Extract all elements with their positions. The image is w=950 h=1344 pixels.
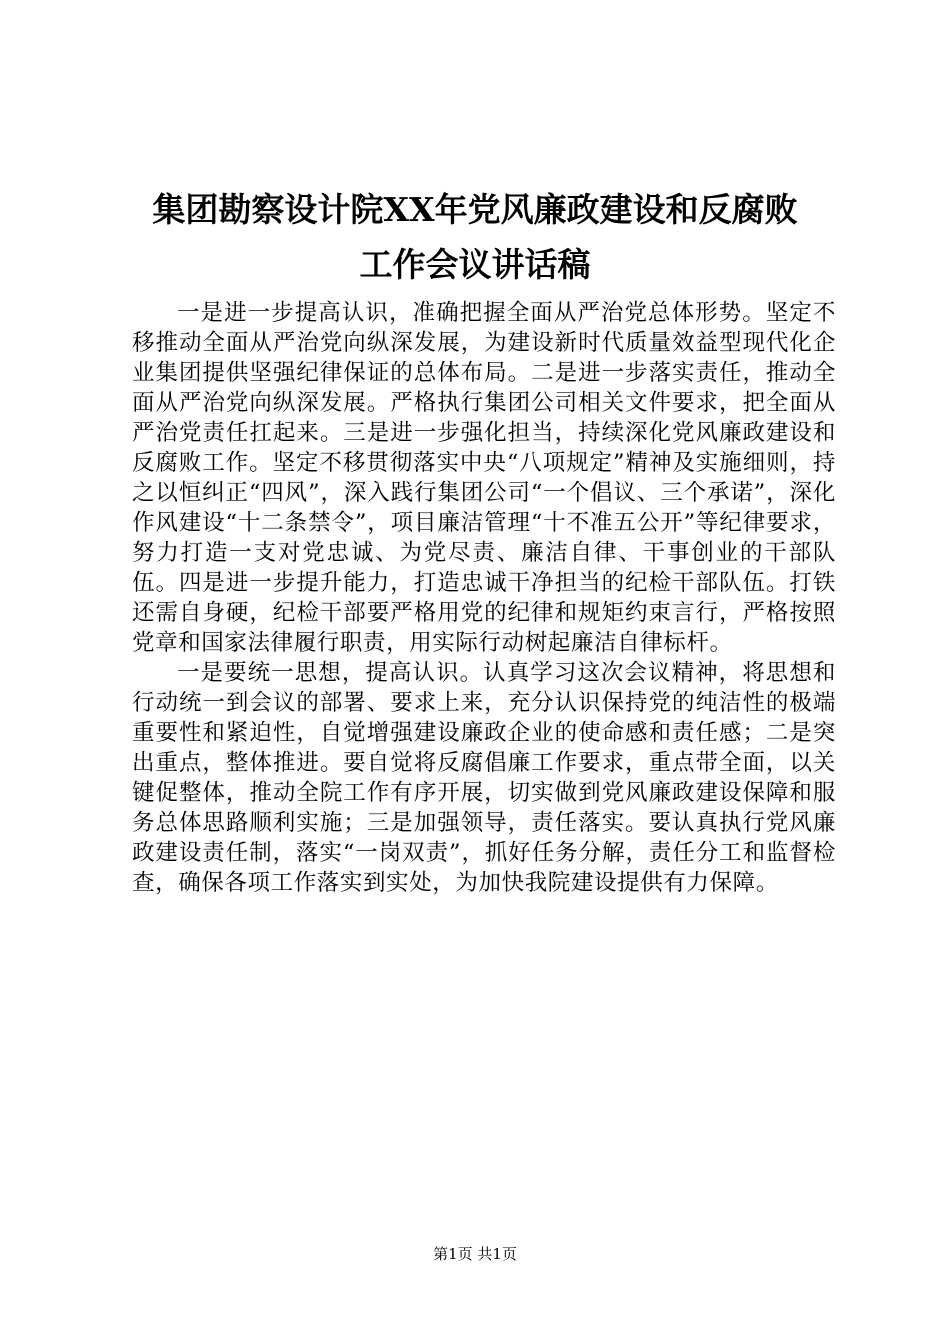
page-number-footer: 第1页 共1页 <box>433 1245 517 1263</box>
document-body <box>132 298 836 898</box>
body-paragraph-2: 一是要统一思想，提高认识。认真学习这次会议精神，将思想和行动统一到会议的部署、要求上来，充分认识保持党的纯洁性的极端重要性和紧迫性，自觉增强建设廉政企业的使命感和责任感；二是突出重点，整体推进。要自觉将反腐倡廉工作要求，重点带全面，以关键促整体，推动全院工作有序开展，切实做到党风廉政建设保障和服务总体思路顺利实施；三是加强领导，责任落实。要认真执行党风廉政建设责任制，落实“一岗双责”，抓好任务分解，责任分工和监督检查，确保各项工作落实到实处，为加快我院建设提供有力保障。 <box>132 660 836 896</box>
body-paragraph-1: 一是进一步提高认识，准确把握全面从严治党总体形势。坚定不移推动全面从严治党向纵深发展，为建设新时代质量效益型现代化企业集团提供坚强纪律保证的总体布局。二是进一步落实责任，推动全面从严治党向纵深发展。严格执行集团公司相关文件要求，把全面从严治党责任扛起来。三是进一步强化担当，持续深化党风廉政建设和反腐败工作。坚定不移贯彻落实中央“八项规定”精神及实施细则，持之以恒纠正“四风”，深入践行集团公司“一个倡议、三个承诺”，深化作风建设“十二条禁令”，项目廉洁管理“十不准五公开”等纪律要求，努力打造一支对党忠诚、为党尽责、廉洁自律、干事创业的干部队伍。四是进一步提升能力，打造忠诚干净担当的纪检干部队伍。打铁还需自身硬，纪检干部要严格用党的纪律和规矩约束言行，严格按照党章和国家法律履行职责，用实际行动树起廉洁自律标杆。 <box>132 300 836 656</box>
document-title-line-2: 工作会议讲话稿 <box>359 245 591 284</box>
document-title-line-1: 集团勘察设计院XX年党风廉政建设和反腐败 <box>152 190 798 229</box>
